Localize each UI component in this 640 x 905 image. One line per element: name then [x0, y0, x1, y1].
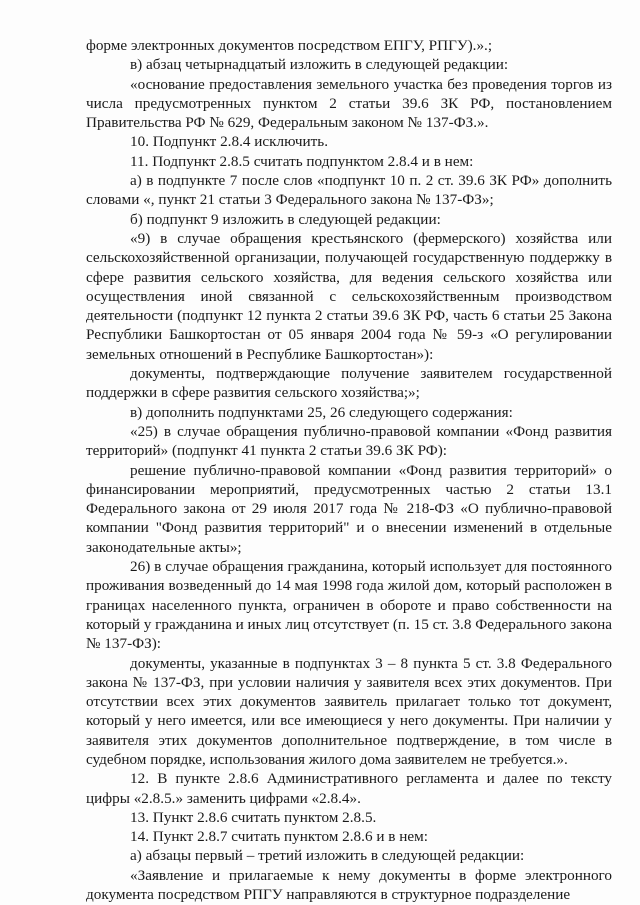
- paragraph: 12. В пункте 2.8.6 Административного регламента и далее по тексту цифры «2.8.5.» заменить цифрами «2.8.4».: [86, 770, 612, 807]
- paragraph: «25) в случае обращения публично-правовой компании «Фонд развития территорий» (подпункт 41 пункта 2 статьи 39.6 ЗК РФ):: [86, 422, 612, 460]
- paragraph: б) подпункт 9 изложить в следующей редакции:: [130, 210, 441, 228]
- paragraph: документы, указанные в подпунктах 3 – 8 пункта 5 ст. 3.8 Федерального закона № 137-ФЗ, при условии наличия у заявителя всех этих документов. При отсутствии всех этих документов заявитель прилагает только тот документ, который у него имеется, или все имеющиеся у него документы. При наличии у заявителя этих документов дополнительное подтверждение, в том числе в судебном порядке, использования жилого дома заявителем не требуется.».: [86, 654, 612, 768]
- paragraph: форме электронных документов посредством ЕПГУ, РПГУ).».;: [86, 37, 493, 54]
- paragraph: 26) в случае обращения гражданина, который использует для постоянного проживания возведенный до 14 мая 1998 года жилой дом, который расположен в границах населенного пункта, ограничен в обороте и право собственности на который у гражданина и иных лиц отсутствует (п. 15 ст. 3.8 Федерального закона № 137-ФЗ):: [86, 558, 612, 653]
- paragraph: 13. Пункт 2.8.6 считать пунктом 2.8.5.: [130, 808, 377, 826]
- paragraph: в) абзац четырнадцатый изложить в следующей редакции:: [130, 56, 509, 74]
- paragraph: 11. Подпункт 2.8.5 считать подпунктом 2.8.4 и в нем:: [130, 152, 474, 170]
- paragraph: «9) в случае обращения крестьянского (фермерского) хозяйства или сельскохозяйственной организации, получающей государственную поддержку в сфере развития сельского хозяйства, для ведения сельского хозяйства или осуществления иной связанной с сельскохозяйственным производством деятельности (подпункт 12 пункта 2 статьи 39.6 ЗК РФ, часть 6 статьи 25 Закона Республики Башкортостан от 05 января 2004 года № 59-з «О регулировании земельных отношений в Республике Башкортостан»):: [86, 229, 612, 363]
- paragraph: решение публично-правовой компании «Фонд развития территорий» о финансировании мероприятий, предусмотренных частью 2 статьи 13.1 Федерального закона от 29 июля 2017 года № 218-ФЗ «О публично-правовой компании "Фонд развития территорий" и о внесении изменений в отдельные законодательные акты»;: [86, 461, 612, 556]
- paragraph: документы, подтверждающие получение заявителем государственной поддержки в сфере развития сельского хозяйства;»;: [86, 365, 612, 402]
- paragraph: а) абзацы первый – третий изложить в следующей редакции:: [130, 847, 525, 865]
- paragraph: а) в подпункте 7 после слов «подпункт 10 п. 2 ст. 39.6 ЗК РФ» дополнить словами «, пункт 21 статьи 3 Федерального закона № 137-ФЗ»;: [86, 172, 612, 209]
- paragraph: 10. Подпункт 2.8.4 исключить.: [130, 133, 328, 151]
- paragraph: «основание предоставления земельного участка без проведения торгов из числа предусмотренных пунктом 2 статьи 39.6 ЗК РФ, постановлением Правительства РФ № 629, Федеральным законом № 137-ФЗ.».: [86, 75, 612, 132]
- paragraph: «Заявление и прилагаемые к нему документы в форме электронного документа посредством РПГУ направляются в структурное подразделение: [86, 866, 612, 904]
- paragraph: 14. Пункт 2.8.7 считать пунктом 2.8.6 и в нем:: [130, 828, 428, 846]
- paragraph: в) дополнить подпунктами 25, 26 следующего содержания:: [130, 403, 513, 421]
